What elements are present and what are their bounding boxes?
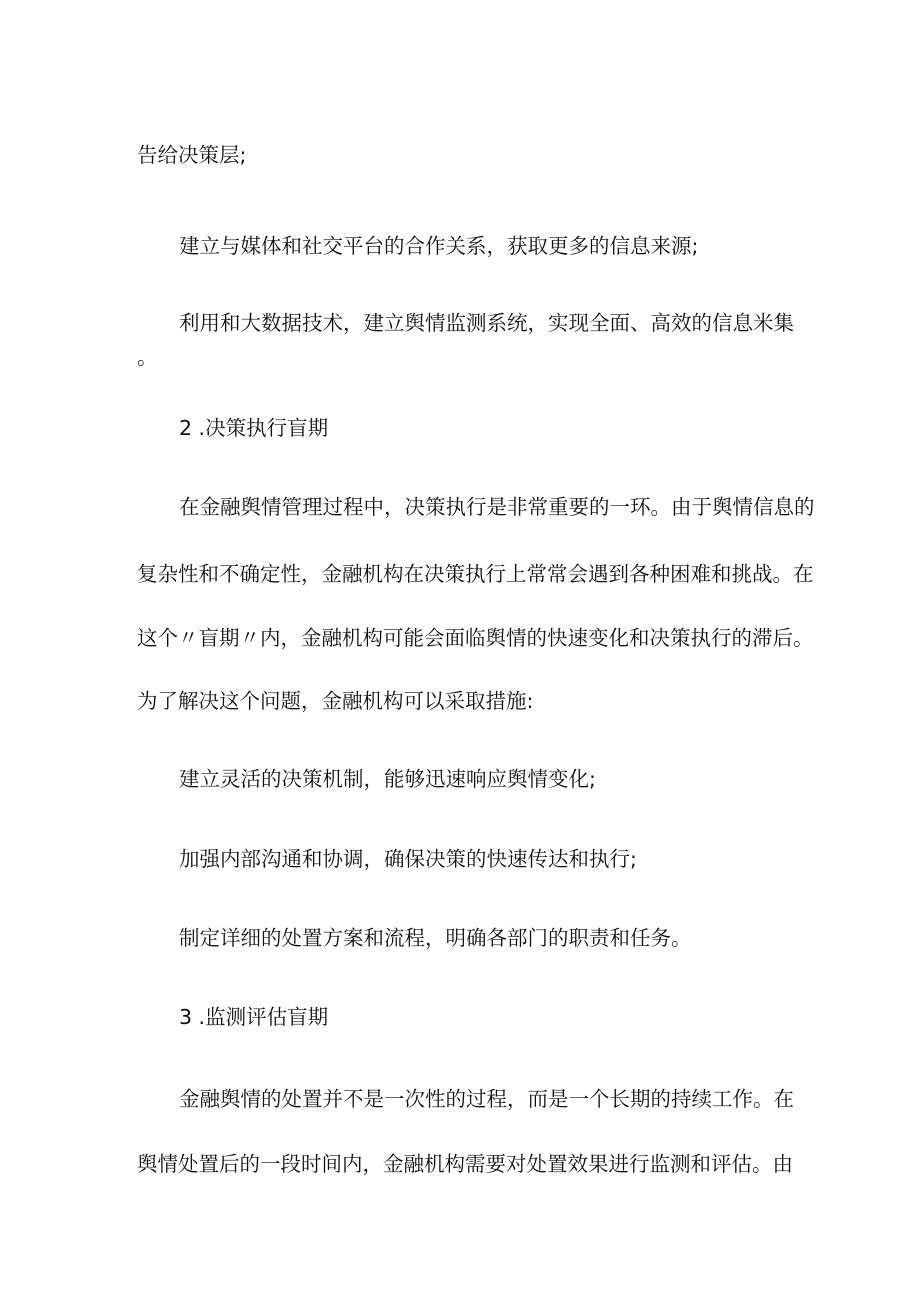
paragraph-line: 为了解决这个问题，金融机构可以采取措施: [137,689,534,713]
list-item: 加强内部沟通和协调，确保决策的快速传达和执行; [179,847,637,871]
list-item: 利用和大数据技术，建立舆情监测系统，实现全面、高效的信息米集 [179,311,794,335]
text-line: 。 [137,345,158,369]
list-item: 建立与媒体和社交平台的合作关系，获取更多的信息来源; [179,234,699,258]
paragraph-line: 这个〃盲期〃内，金融机构可能会面临舆情的快速变化和决策执行的滞后。 [137,626,814,650]
paragraph-line: 舆情处置后的一段时间内，金融机构需要对处置效果进行监测和评估。由 [137,1152,793,1176]
section-heading: 2 .决策执行盲期 [179,416,329,440]
paragraph-line: 复杂性和不确定性，金融机构在决策执行上常常会遇到各种困难和挑战。在 [137,562,814,586]
text-line: 告给决策层; [137,143,247,167]
list-item: 建立灵活的决策机制，能够迅速响应舆情变化; [179,767,596,791]
section-heading: 3 .监测评估盲期 [179,1005,329,1029]
list-item: 制定详细的处置方案和流程，明确各部门的职责和任务。 [179,926,692,950]
paragraph-line: 在金融舆情管理过程中，决策执行是非常重要的一环。由于舆情信息的 [179,495,815,519]
paragraph-line: 金融舆情的处置并不是一次性的过程，而是一个长期的持续工作。在 [179,1087,794,1111]
